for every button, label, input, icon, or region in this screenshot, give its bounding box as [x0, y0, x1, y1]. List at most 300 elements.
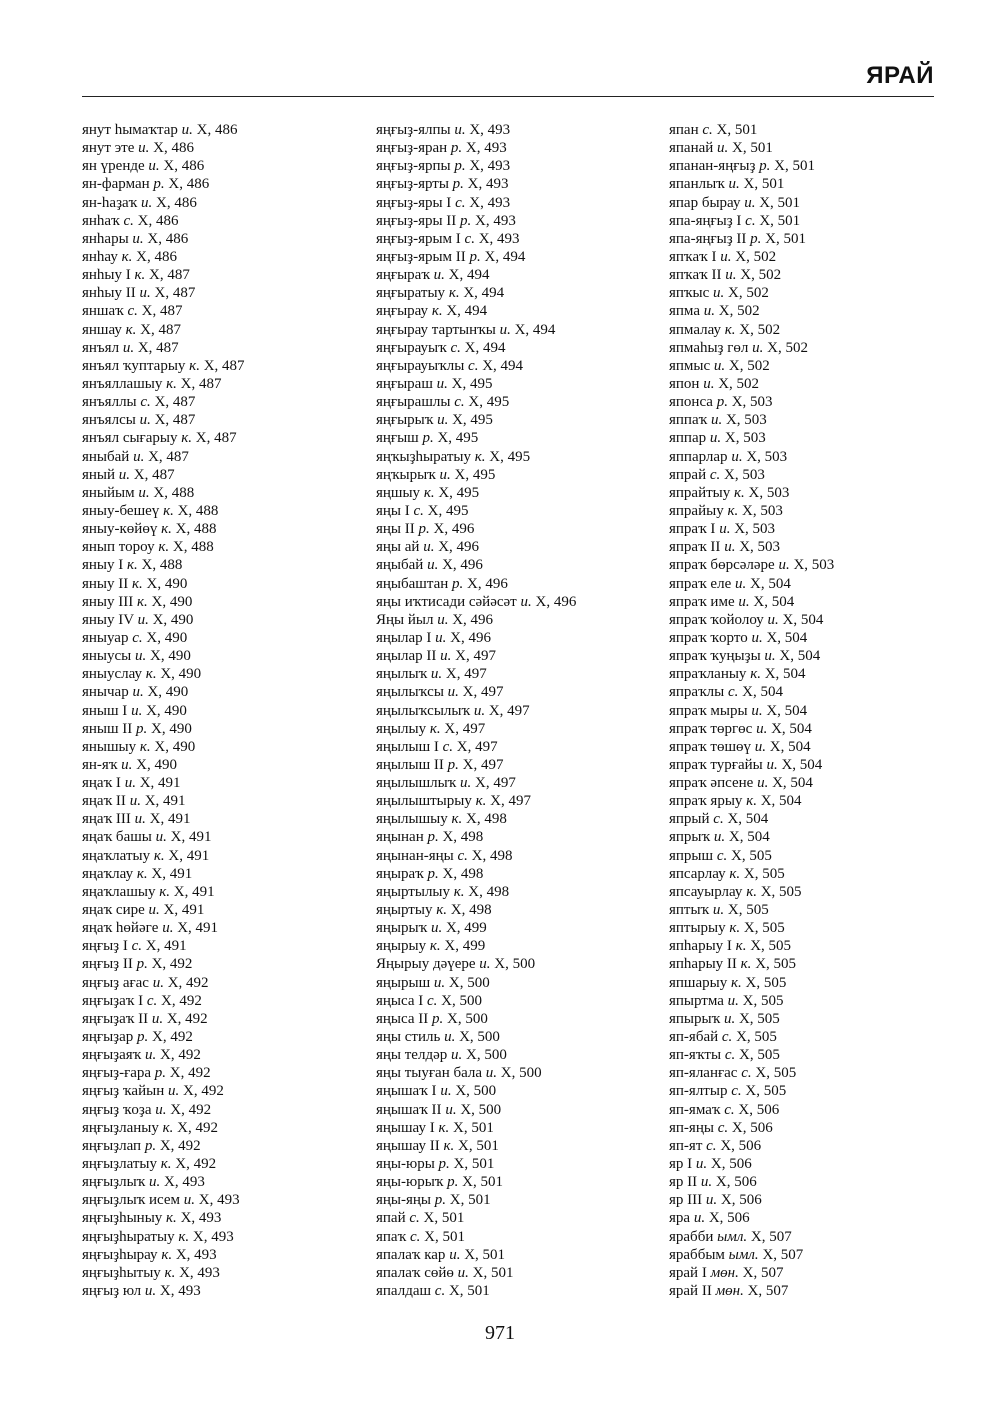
entry-volume-page: X, 498 [438, 829, 484, 846]
entry-grammar-label: р. [759, 158, 771, 175]
index-entry [669, 466, 834, 484]
entry-grammar-label: к. [474, 448, 486, 465]
entry-grammar-label: и. [440, 648, 452, 665]
entry-grammar-label: и. [433, 267, 445, 284]
index-entry [669, 502, 834, 520]
entry-volume-page: X, 505 [727, 847, 772, 864]
entry-volume-page: X, 500 [462, 1047, 507, 1064]
entry-headword: япай [376, 1210, 406, 1227]
entry-grammar-label: и. [445, 1101, 457, 1118]
entry-volume-page: X, 492 [156, 1137, 201, 1154]
entry-grammar-label: к. [125, 321, 137, 338]
entry-headword: яппарлар [669, 448, 728, 465]
entry-volume-page: X, 505 [735, 1010, 780, 1027]
entry-grammar-label: и. [149, 1174, 161, 1191]
entry-grammar-label: с. [132, 629, 143, 646]
entry-volume-page: X, 487 [134, 339, 179, 356]
entry-headword: яңғыҙ ҡоҙа [82, 1101, 152, 1118]
entry-grammar-label: и. [724, 539, 736, 556]
entry-grammar-label: и. [151, 1010, 164, 1027]
entry-volume-page: X, 504 [762, 702, 808, 719]
entry-volume-page: X, 501 [449, 1119, 494, 1136]
entry-headword: япрайтыу [669, 484, 731, 501]
index-entry [376, 883, 576, 901]
entry-headword: япанай [669, 140, 714, 157]
entry-headword: яңғыҙһыныу [82, 1210, 163, 1227]
index-entry [376, 538, 576, 556]
entry-volume-page: X, 492 [163, 1010, 208, 1027]
entry-grammar-label: и. [440, 1083, 452, 1100]
index-entry [376, 1137, 576, 1155]
entry-headword: яптырыу [669, 920, 726, 937]
entry-headword: янъяллашыу [82, 375, 163, 392]
index-entry [82, 302, 245, 320]
entry-headword: япмаһыҙ гөл [669, 339, 749, 356]
entry-volume-page: X, 502 [731, 248, 777, 265]
entry-headword: япраҡ ҡорто [669, 629, 748, 646]
entry-grammar-label: с. [131, 938, 142, 955]
index-entry [376, 466, 576, 484]
entry-grammar-label: и. [778, 557, 790, 574]
index-entry [376, 1264, 576, 1282]
entry-headword: яраббым [669, 1246, 725, 1263]
index-entry [669, 266, 834, 284]
index-entry [669, 647, 834, 665]
index-entry [669, 1119, 834, 1137]
entry-volume-page: X, 498 [464, 883, 510, 900]
entry-grammar-label: р. [750, 230, 762, 247]
entry-grammar-label: и. [751, 702, 763, 719]
entry-headword: яңышаҡ I [376, 1083, 437, 1100]
entry-headword: яныш II [82, 720, 133, 737]
index-entry [669, 139, 834, 157]
index-entry [669, 756, 834, 774]
index-entry [82, 702, 245, 720]
entry-headword: яңы ай [376, 539, 420, 556]
entry-volume-page: X, 490 [132, 756, 178, 773]
index-entry [376, 393, 576, 411]
index-entry [669, 1264, 834, 1282]
entry-volume-page: X, 505 [741, 1083, 787, 1100]
entry-grammar-label: мөн. [715, 1283, 744, 1299]
index-entry [669, 1082, 834, 1100]
entry-grammar-label: с. [127, 303, 138, 320]
index-entry [376, 611, 576, 629]
entry-volume-page: X, 495 [448, 412, 493, 429]
entry-headword: ярабби [669, 1228, 714, 1245]
entry-grammar-label: к. [132, 575, 143, 592]
entry-headword: яңаҡ II [82, 793, 126, 810]
entry-grammar-label: р. [418, 521, 430, 538]
index-entry [669, 1010, 834, 1028]
entry-grammar-label: ымл. [717, 1228, 748, 1245]
entry-grammar-label: и. [757, 775, 769, 792]
entry-headword: япалдаш [376, 1283, 432, 1299]
entry-grammar-label: и. [449, 1246, 461, 1263]
entry-volume-page: X, 487 [150, 285, 196, 302]
entry-grammar-label: к. [453, 883, 465, 900]
index-entry [82, 1246, 245, 1264]
entry-grammar-label: к. [475, 793, 487, 810]
entry-volume-page: X, 506 [712, 1174, 757, 1191]
entry-volume-page: X, 506 [734, 1101, 780, 1118]
entry-headword: яңғыш [376, 430, 419, 447]
index-entry [669, 593, 834, 611]
index-entry [82, 1264, 245, 1282]
entry-grammar-label: и. [473, 702, 486, 719]
entry-headword: яңы телдәр [376, 1047, 448, 1064]
entry-volume-page: X, 501 [445, 1283, 490, 1299]
entry-volume-page: X, 490 [150, 738, 196, 755]
entry-headword: яныбай [82, 448, 130, 465]
entry-volume-page: X, 495 [485, 448, 531, 465]
index-entry [669, 357, 834, 375]
entry-volume-page: X, 495 [447, 375, 493, 392]
index-entry [82, 901, 245, 919]
entry-volume-page: X, 502 [736, 267, 782, 284]
entry-headword: яңырыш [376, 974, 431, 991]
entry-headword: яный [82, 466, 116, 483]
entry-volume-page: X, 486 [149, 140, 194, 157]
index-entry [82, 1028, 245, 1046]
index-entry [376, 284, 576, 302]
index-entry [376, 248, 576, 266]
index-entry [82, 575, 245, 593]
index-entry [82, 1191, 245, 1209]
entry-volume-page: X, 503 [722, 412, 767, 429]
entry-volume-page: X, 497 [486, 793, 531, 810]
entry-headword: яңғыҙ ҡайын [82, 1083, 165, 1100]
entry-grammar-label: с. [413, 502, 424, 519]
entry-headword: яп-ялтыр [669, 1083, 728, 1100]
index-column-1 [82, 121, 245, 1300]
entry-volume-page: X, 491 [147, 865, 193, 882]
entry-headword: япраҡ елe [669, 575, 732, 592]
entry-volume-page: X, 494 [442, 303, 488, 320]
entry-volume-page: X, 493 [471, 212, 516, 229]
index-entry [376, 1246, 576, 1264]
entry-grammar-label: и. [717, 140, 729, 157]
entry-headword: яңыраҡ [376, 865, 424, 882]
entry-volume-page: X, 486 [132, 248, 177, 265]
index-entry [376, 974, 576, 992]
entry-headword: яңғыҙһырау [82, 1246, 158, 1263]
entry-grammar-label: и. [767, 611, 779, 628]
index-entry [669, 1173, 834, 1191]
entry-headword: япрыш [669, 847, 714, 864]
entry-headword: япмалау [669, 321, 721, 338]
index-entry [669, 611, 834, 629]
entry-headword: яңыса I [376, 992, 424, 1009]
entry-volume-page: X, 505 [751, 956, 797, 973]
entry-headword: япраҡланыу [669, 666, 747, 683]
entry-headword: яңғырауыҡ [376, 339, 447, 356]
entry-headword: япраҡ II [669, 539, 721, 556]
entry-volume-page: X, 495 [464, 394, 510, 411]
entry-grammar-label: к. [746, 793, 757, 810]
entry-volume-page: X, 487 [136, 321, 181, 338]
entry-grammar-label: и. [430, 920, 443, 937]
entry-volume-page: X, 486 [143, 230, 189, 247]
entry-grammar-label: и. [720, 248, 732, 265]
entry-headword: яңылыҡсылыҡ [376, 702, 471, 719]
entry-grammar-label: к. [137, 593, 148, 610]
entry-headword: япрыҡ [669, 829, 711, 846]
index-entry [376, 1010, 576, 1028]
index-entry [82, 1173, 245, 1191]
index-entry [82, 556, 245, 574]
index-entry [376, 1101, 576, 1119]
entry-volume-page: X, 503 [720, 466, 765, 483]
entry-volume-page: X, 493 [156, 1283, 201, 1299]
index-entry [82, 157, 245, 175]
index-entry [82, 992, 245, 1010]
entry-headword: япанан-яңғыҙ [669, 158, 756, 175]
entry-volume-page: X, 495 [434, 484, 480, 501]
entry-headword: яңыбаштан [376, 575, 449, 592]
entry-grammar-label: и. [734, 575, 747, 592]
index-entry [376, 756, 576, 774]
index-entry [669, 828, 834, 846]
index-entry [376, 919, 576, 937]
entry-headword: янут һымаҡтар [82, 122, 178, 138]
entry-grammar-label: и. [122, 339, 135, 356]
entry-grammar-label: к. [729, 920, 741, 937]
index-entry [669, 175, 834, 193]
index-entry [82, 248, 245, 266]
index-entry [82, 139, 245, 157]
entry-volume-page: X, 493 [172, 1246, 217, 1263]
entry-volume-page: X, 490 [147, 593, 193, 610]
entry-grammar-label: и. [439, 466, 451, 483]
entry-headword: ярай II [669, 1283, 712, 1299]
entry-grammar-label: р. [153, 176, 165, 193]
entry-headword: яныу III [82, 593, 134, 610]
index-entry [82, 121, 245, 139]
entry-grammar-label: р. [716, 394, 728, 411]
entry-headword: янъял сығарыу [82, 430, 178, 447]
entry-grammar-label: и. [703, 375, 715, 392]
entry-grammar-label: и. [754, 738, 767, 755]
entry-grammar-label: к. [429, 720, 441, 737]
entry-volume-page: X, 504 [762, 629, 808, 646]
entry-headword: яңылыштырыу [376, 793, 472, 810]
index-entry [669, 974, 834, 992]
entry-volume-page: X, 496 [446, 629, 491, 646]
entry-grammar-label: к. [423, 484, 435, 501]
index-entry [669, 248, 834, 266]
entry-headword: япон [669, 375, 700, 392]
entry-volume-page: X, 493 [465, 158, 511, 175]
index-entry [376, 847, 576, 865]
index-entry [82, 810, 245, 828]
entry-volume-page: X, 501 [446, 1192, 491, 1209]
entry-grammar-label: р. [450, 140, 463, 157]
entry-volume-page: X, 491 [159, 902, 205, 919]
index-entry [376, 683, 576, 701]
entry-grammar-label: с. [702, 122, 713, 138]
entry-volume-page: X, 503 [738, 502, 783, 519]
index-entry [82, 194, 245, 212]
entry-volume-page: X, 491 [170, 883, 215, 900]
index-entry [376, 937, 576, 955]
entry-volume-page: X, 486 [164, 176, 210, 193]
entry-volume-page: X, 505 [751, 1065, 797, 1082]
entry-headword: яңыса II [376, 1010, 429, 1027]
entry-headword: яңғыҙ-яры I [376, 194, 452, 211]
index-entry [376, 702, 576, 720]
entry-volume-page: X, 488 [173, 502, 219, 519]
entry-headword: япрый [669, 811, 710, 828]
entry-headword: яңғыҙ-яры II [376, 212, 457, 229]
entry-grammar-label: с. [454, 394, 465, 411]
entry-grammar-label: и. [132, 230, 144, 247]
entry-headword: яп-яҡты [669, 1047, 722, 1064]
entry-headword: яңынан-яңы [376, 847, 454, 864]
entry-volume-page: X, 497 [451, 648, 496, 665]
entry-volume-page: X, 501 [770, 158, 815, 175]
entry-headword: яңғыҙлыҡ [82, 1174, 146, 1191]
entry-grammar-label: к. [153, 847, 165, 864]
entry-headword: япрайыу [669, 502, 724, 519]
entry-grammar-label: к. [162, 1119, 174, 1136]
index-entry [669, 665, 834, 683]
entry-volume-page: X, 507 [758, 1246, 804, 1263]
entry-grammar-label: и. [723, 1010, 736, 1027]
entry-volume-page: X, 502 [724, 285, 769, 302]
entry-grammar-label: р. [136, 956, 148, 973]
entry-headword: яныйым [82, 484, 135, 501]
entry-volume-page: X, 505 [738, 992, 784, 1009]
entry-grammar-label: р. [447, 756, 459, 773]
entry-grammar-label: и. [693, 1210, 706, 1227]
entry-headword: япма [669, 303, 700, 320]
entry-grammar-label: и. [756, 720, 768, 737]
index-entry [376, 720, 576, 738]
entry-grammar-label: к. [121, 248, 133, 265]
entry-volume-page: X, 493 [176, 1210, 222, 1227]
entry-volume-page: X, 490 [142, 629, 188, 646]
entry-grammar-label: и. [705, 1192, 718, 1209]
index-entry [376, 774, 576, 792]
entry-grammar-label: и. [728, 176, 740, 193]
entry-headword: яңғыратыу [376, 285, 446, 302]
entry-volume-page: X, 492 [163, 974, 209, 991]
entry-grammar-label: и. [138, 140, 150, 157]
entry-headword: яңғыҙ I [82, 938, 128, 955]
index-entry [669, 683, 834, 701]
index-entry [82, 683, 245, 701]
entry-volume-page: X, 488 [169, 539, 214, 556]
entry-headword: яңылыҡ [376, 666, 428, 683]
entry-grammar-label: р. [454, 158, 466, 175]
entry-grammar-label: и. [139, 285, 151, 302]
entry-headword: яңғырауыҡлы [376, 357, 465, 374]
entry-grammar-label: к. [178, 1228, 190, 1245]
entry-volume-page: X, 492 [148, 1029, 193, 1046]
entry-headword: яңғыраш [376, 375, 433, 392]
entry-grammar-label: и. [454, 122, 466, 138]
index-entry [82, 738, 245, 756]
entry-volume-page: X, 505 [741, 974, 787, 991]
entry-grammar-label: и. [132, 684, 144, 701]
entry-grammar-label: с. [434, 1283, 446, 1299]
entry-volume-page: X, 487 [130, 466, 175, 483]
entry-headword: яңылыҡсы [376, 684, 444, 701]
entry-headword: яңы-яңы [376, 1192, 432, 1209]
entry-headword: яңғыҙ-ярым II [376, 248, 466, 265]
entry-headword: япырыҡ [669, 1010, 721, 1027]
entry-grammar-label: и. [435, 629, 447, 646]
entry-headword: яр II [669, 1174, 698, 1191]
index-entry [669, 702, 834, 720]
entry-headword: япшарыу [669, 974, 728, 991]
entry-grammar-label: к. [734, 484, 745, 501]
entry-headword: яңғыҙаҡ II [82, 1010, 149, 1027]
entry-grammar-label: и. [713, 829, 726, 846]
entry-headword: яңшыу [376, 484, 421, 501]
entry-headword: яңышау I [376, 1119, 435, 1136]
entry-grammar-label: с. [731, 1083, 742, 1100]
index-entry [82, 883, 245, 901]
entry-volume-page: X, 505 [724, 902, 769, 919]
entry-grammar-label: к. [448, 285, 460, 302]
entry-grammar-label: с. [457, 847, 468, 864]
entry-volume-page: X, 503 [735, 539, 781, 556]
entry-headword: япҡаҡ II [669, 267, 722, 284]
index-entry [82, 792, 245, 810]
index-entry [82, 593, 245, 611]
entry-volume-page: X, 493 [160, 1174, 205, 1191]
index-entry [82, 647, 245, 665]
index-entry [82, 629, 245, 647]
entry-headword: янъялсы [82, 412, 136, 429]
entry-volume-page: X, 488 [171, 521, 217, 538]
entry-headword: япраҡлы [669, 684, 725, 701]
entry-volume-page: X, 491 [135, 775, 181, 792]
entry-headword: ян үрендe [82, 158, 145, 175]
entry-grammar-label: к. [443, 1137, 455, 1154]
entry-volume-page: X, 498 [438, 865, 484, 882]
entry-grammar-label: и. [712, 902, 725, 919]
index-entry [376, 1064, 576, 1082]
entry-volume-page: X, 496 [429, 521, 475, 538]
entry-grammar-label: и. [135, 648, 147, 665]
entry-headword: яңаҡлатыу [82, 847, 151, 864]
entry-headword: яңы-юры [376, 1156, 435, 1173]
entry-grammar-label: с. [140, 394, 151, 411]
entry-headword: янһаҡ [82, 212, 120, 229]
entry-grammar-label: и. [121, 756, 133, 773]
index-entry [376, 1028, 576, 1046]
entry-grammar-label: к. [735, 938, 747, 955]
entry-volume-page: X, 505 [732, 1029, 777, 1046]
entry-volume-page: X, 488 [137, 557, 183, 574]
index-entry [82, 756, 245, 774]
entry-headword: янһау [82, 248, 118, 265]
entry-volume-page: X, 507 [738, 1264, 784, 1281]
index-entry [669, 955, 834, 973]
entry-headword: яп-ят [669, 1137, 703, 1154]
index-entry [82, 411, 245, 429]
entry-headword: япанлыҡ [669, 176, 725, 193]
entry-volume-page: X, 495 [433, 430, 479, 447]
entry-headword: япраҡ төшөү [669, 738, 752, 755]
index-entry [669, 629, 834, 647]
entry-headword: япмыс [669, 357, 711, 374]
entry-headword: яңылыу [376, 720, 427, 737]
entry-headword: япа-яңғыҙ I [669, 212, 742, 229]
